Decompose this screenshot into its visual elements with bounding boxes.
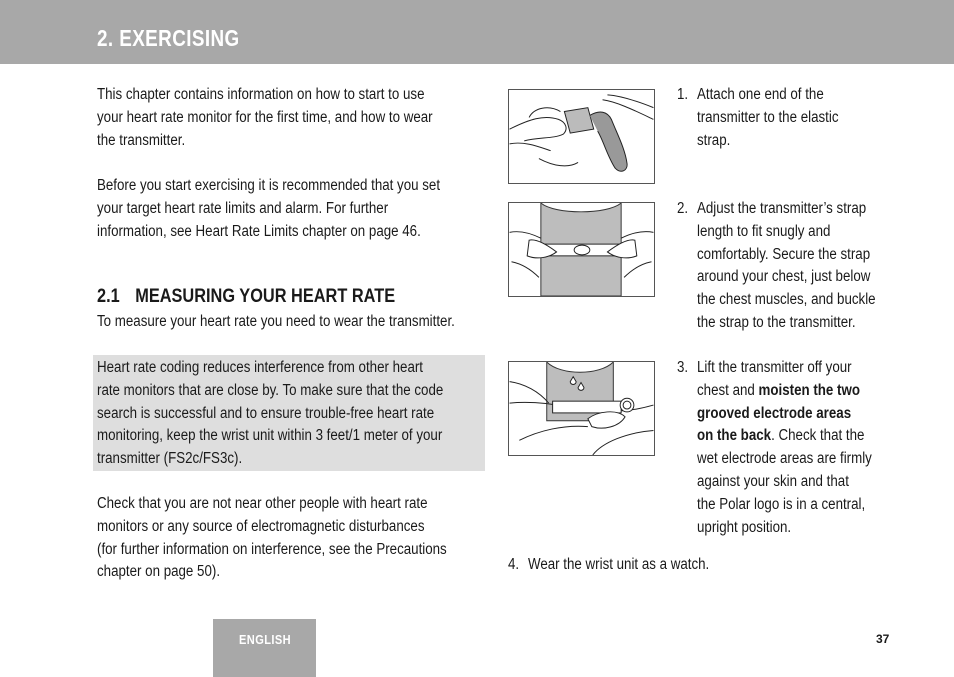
text-line: the Polar logo is in a central, xyxy=(697,495,866,513)
section-title-text: MEASURING YOUR HEART RATE xyxy=(135,286,396,307)
text-line: monitoring, keep the wrist unit within 3 feet/1 meter of your xyxy=(97,427,443,445)
text-line: chapter on page 50). xyxy=(97,563,221,581)
text-line: transmitter to the elastic xyxy=(697,108,839,126)
figure-attach-strap xyxy=(508,89,655,184)
text-line xyxy=(697,403,872,426)
text-line: the chest muscles, and buckle xyxy=(697,291,876,309)
section-lead xyxy=(97,311,455,334)
text-line: wet electrode areas are firmly xyxy=(697,450,872,468)
text-line: Lift the transmitter off your xyxy=(697,359,852,376)
check-paragraph xyxy=(97,493,447,584)
section-heading xyxy=(97,287,395,306)
text-run: . Check that the xyxy=(771,427,865,445)
text-line: Heart rate coding reduces interference from other heart xyxy=(97,359,424,376)
text-line: Adjust the transmitter’s strap xyxy=(697,200,867,217)
text-line: (for further information on interference, see the Precautions xyxy=(97,540,447,558)
note-text xyxy=(97,357,443,471)
chapter-title: 2. EXERCISING xyxy=(97,25,240,51)
text-line: information, see Heart Rate Limits chapter on page 46. xyxy=(97,222,421,240)
text-line: Wear the wrist unit as a watch. xyxy=(528,556,710,573)
text-line: your target heart rate limits and alarm. For further xyxy=(97,199,389,217)
text-line: monitors or any source of electromagnetic disturbances xyxy=(97,517,425,535)
step-4-text xyxy=(528,554,709,577)
text-line xyxy=(697,380,872,403)
step-3-number: 3. xyxy=(677,359,689,376)
text-line: the strap to the transmitter. xyxy=(697,313,856,331)
text-line: length to fit snugly and xyxy=(697,222,831,240)
step-4-number: 4. xyxy=(508,556,520,573)
text-run: chest and xyxy=(697,381,759,399)
emphasis-text: grooved electrode areas xyxy=(697,404,852,422)
emphasis-text: on the back xyxy=(697,427,772,445)
step-2-number: 2. xyxy=(677,200,689,217)
step-1-text xyxy=(697,84,839,152)
text-line: against your skin and that xyxy=(697,472,849,490)
intro-paragraph-2 xyxy=(97,175,440,243)
text-line: transmitter (FS2c/FS3c). xyxy=(97,450,243,468)
text-line: around your chest, just below xyxy=(697,268,871,286)
text-line: comfortably. Secure the strap xyxy=(697,245,871,263)
intro-paragraph-1 xyxy=(97,84,433,152)
text-line: the transmitter. xyxy=(97,131,186,149)
text-line: search is successful and to ensure trouble-free heart rate xyxy=(97,404,435,422)
text-line: rate monitors that are close by. To make sure that the code xyxy=(97,381,444,399)
language-tab xyxy=(213,619,316,677)
text-line: Before you start exercising it is recommended that you set xyxy=(97,177,441,194)
section-number: 2.1 xyxy=(97,286,120,307)
step-3-text xyxy=(697,357,872,539)
text-line: strap. xyxy=(697,131,731,149)
text-line: your heart rate monitor for the first time, and how to wear xyxy=(97,108,433,126)
language-label: ENGLISH xyxy=(239,632,292,647)
text-line: To measure your heart rate you need to wear the transmitter. xyxy=(97,313,455,330)
chest-strap-illustration xyxy=(509,203,654,296)
step-1-number: 1. xyxy=(677,86,689,103)
step-2-text xyxy=(697,198,876,335)
figure-moisten-electrodes xyxy=(508,361,655,456)
chapter-header-bar xyxy=(0,0,954,64)
emphasis-text: moisten the two xyxy=(758,381,860,399)
hands-strap-illustration xyxy=(509,90,654,183)
text-line: This chapter contains information on how to start to use xyxy=(97,86,425,103)
text-line: Attach one end of the xyxy=(697,86,824,103)
electrode-illustration xyxy=(509,362,654,455)
figure-buckle-strap xyxy=(508,202,655,297)
text-line xyxy=(697,425,872,448)
page-number: 37 xyxy=(876,632,890,646)
text-line: upright position. xyxy=(697,518,792,536)
text-line: Check that you are not near other people with heart rate xyxy=(97,495,428,512)
